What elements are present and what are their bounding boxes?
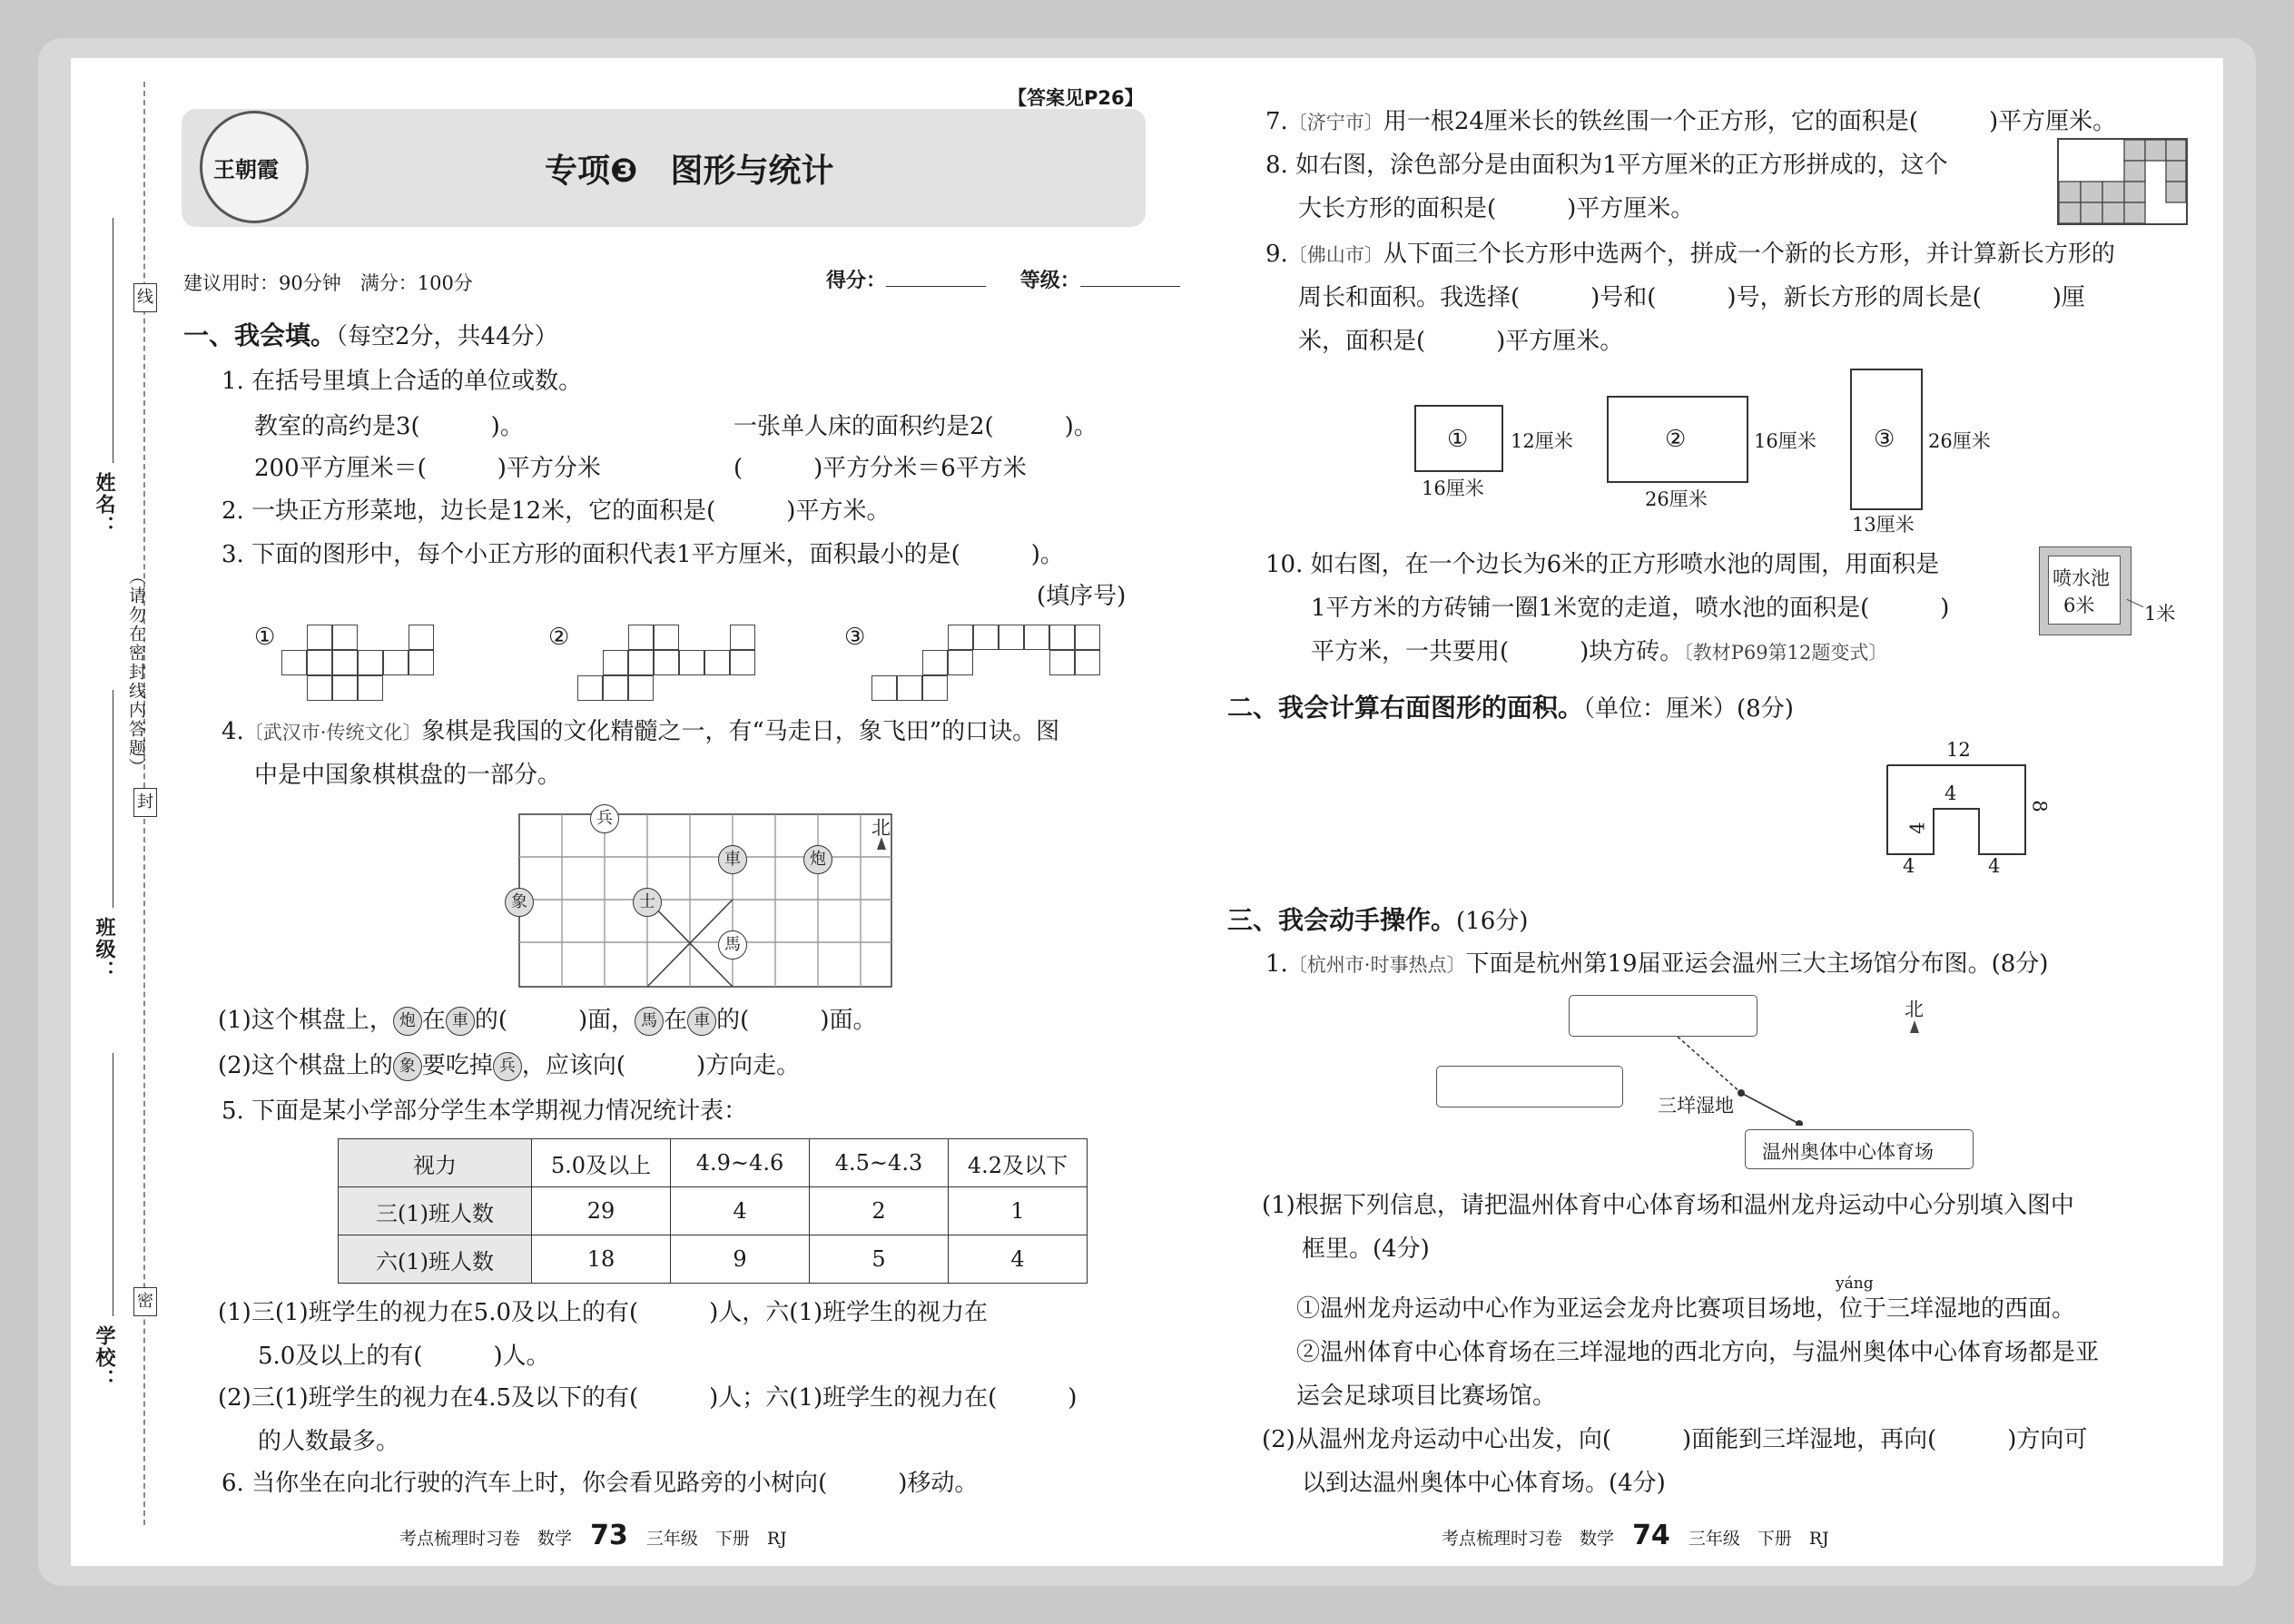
q10: 10. 如右图，在一个边长为6米的正方形喷水池的周围，用面积是 [1265, 551, 1940, 578]
q3: 3. 下面的图形中，每个小正方形的面积代表1平方厘米，面积最小的是( )。 [222, 541, 1064, 568]
class-label: 班级： [93, 917, 116, 982]
rect-3-label: ③ [1874, 426, 1895, 453]
q1-d: ( )平方分米＝6平方米 [733, 455, 1027, 482]
section-1-score: （每空2分，共44分） [336, 323, 558, 350]
xiang-icon: 象 [393, 1052, 422, 1081]
che-icon-2: 車 [687, 1007, 716, 1036]
part-1b: 框里。(4分) [1302, 1235, 1430, 1263]
q9-b: 周长和面积。我选择( )号和( )号，新长方形的周长是( )厘 [1298, 284, 2085, 311]
q7: 7.〔济宁市〕用一根24厘米长的铁丝围一个正方形，它的面积是( )平方厘米。 [1265, 108, 2117, 135]
q6: 6. 当你坐在向北行驶的汽车上时，你会看见路旁的小树向( )移动。 [222, 1470, 979, 1497]
section-2-title: 二、我会计算右面图形的面积。 [1227, 693, 1584, 723]
pool-path-width: 1米 [2144, 603, 2176, 625]
page-number: 73 [590, 1520, 628, 1551]
dim-inner-top: 4 [1944, 782, 1957, 804]
dim-right: 8 [2028, 800, 2051, 812]
chessboard-grid [517, 812, 899, 994]
footer-right [1442, 1520, 1829, 1551]
section-3-title: 三、我会动手操作。 [1227, 905, 1457, 935]
table-cell: 1 [949, 1187, 1088, 1235]
rect-1-height: 12厘米 [1511, 430, 1573, 452]
info-2: ②温州体育中心体育场在三垟湿地的西北方向，与温州奥体中心体育场都是亚 [1296, 1339, 2100, 1366]
score-field [826, 265, 1180, 293]
q4-tag: 〔武汉市·传统文化〕 [243, 722, 422, 743]
table-cell: 9 [671, 1235, 810, 1284]
footer-left [399, 1520, 787, 1551]
table-cell: 六(1)班人数 [339, 1235, 532, 1284]
table-header: 4.5~4.3 [810, 1139, 949, 1187]
answer-reference: 【答案见P26】 [1008, 87, 1144, 109]
q3-note: (填序号) [1037, 583, 1127, 610]
logo [200, 111, 309, 223]
q9-tag: 〔佛山市〕 [1287, 244, 1383, 266]
table-header-row [339, 1139, 1088, 1187]
pool-name: 喷水池 [2053, 567, 2110, 589]
name-label: 姓名： [93, 472, 116, 537]
q5: 5. 下面是某小学部分学生本学期视力情况统计表： [222, 1097, 748, 1125]
north-arrow-icon [1910, 1020, 1919, 1033]
q5-2: (2)三(1)班学生的视力在4.5及以下的有( )人；六(1)班学生的视力在( ) [218, 1384, 1078, 1412]
rect-3-width: 13厘米 [1852, 514, 1915, 536]
table-cell: 4 [949, 1235, 1088, 1284]
q3-label-2: ② [548, 624, 570, 651]
q10-tag: 〔教材P69第12题变式〕 [1683, 642, 1888, 664]
logo-text: 王朝霞 [213, 156, 279, 182]
q9-c: 米，面积是( )平方厘米。 [1298, 328, 1624, 355]
part-2b: 以到达温州奥体中心体育场。(4分) [1302, 1470, 1666, 1497]
chess-che: 車 [718, 845, 747, 874]
pool-side: 6米 [2063, 595, 2095, 616]
grade-label: 等级： [1019, 269, 1080, 292]
mark-secret: 密 [133, 1287, 157, 1316]
vision-table [338, 1138, 1088, 1284]
q2: 2. 一块正方形菜地，边长是12米，它的面积是( )平方米。 [222, 497, 891, 525]
q1: 1. 在括号里填上合适的单位或数。 [222, 368, 583, 395]
rect-3-height: 26厘米 [1928, 430, 1991, 452]
part-2: (2)从温州龙舟运动中心出发，向( )面能到三垟湿地，再向( )方向可 [1262, 1426, 2088, 1453]
school-label: 学校： [93, 1325, 116, 1391]
footer-book: 考点梳理时习卷 数学 [1442, 1529, 1615, 1549]
q4-text-2: 中是中国象棋棋盘的一部分。 [254, 762, 562, 789]
pool-figure [2039, 546, 2132, 635]
table-cell: 三(1)班人数 [339, 1187, 532, 1235]
page-number: 74 [1632, 1520, 1670, 1551]
dim-left-inner: 4 [1906, 822, 1929, 834]
q7-tag: 〔济宁市〕 [1287, 112, 1383, 133]
q8: 8. 如右图，涂色部分是由面积为1平方厘米的正方形拼成的，这个 [1265, 152, 1948, 179]
q9: 9.〔佛山市〕从下面三个长方形中选两个，拼成一个新的长方形，并计算新长方形的 [1265, 241, 2115, 268]
area-shape-outline [1885, 763, 2030, 857]
q8-b: 大长方形的面积是( )平方厘米。 [1298, 195, 1695, 222]
info-1: ①温州龙舟运动中心作为亚运会龙舟比赛项目场地，位于三垟湿地的西面。 [1296, 1295, 2076, 1323]
map-north-label: 北 [1905, 999, 1924, 1020]
dim-bottom-right: 4 [1988, 855, 2001, 877]
section-3-score: (16分) [1456, 908, 1529, 935]
rect-1-width: 16厘米 [1422, 477, 1484, 499]
footer-grade: 三年级 下册 RJ [645, 1529, 787, 1549]
table-header: 5.0及以上 [532, 1139, 671, 1187]
bing-icon: 兵 [493, 1052, 522, 1081]
footer-book: 考点梳理时习卷 数学 [399, 1529, 573, 1549]
q3-label-1: ① [254, 624, 276, 651]
rect-2-label: ② [1665, 426, 1687, 453]
table-cell: 5 [810, 1235, 949, 1284]
chess-north-label: 北 [871, 817, 891, 839]
ma-icon: 馬 [635, 1007, 664, 1036]
q4-1: (1)这个棋盘上， 炮 在 車 的( )面， 馬 在 車 的( )面。 [218, 1007, 877, 1034]
dim-bottom-left: 4 [1903, 855, 1915, 877]
table-cell: 2 [810, 1187, 949, 1235]
time-info: 建议用时：90分钟 满分：100分 [183, 272, 473, 294]
score-blank[interactable] [886, 286, 986, 287]
section-3 [1227, 904, 1528, 938]
q8-grid [2059, 140, 2186, 223]
table-row [339, 1235, 1088, 1284]
q1-b: 一张单人床的面积约是2( )。 [733, 413, 1098, 440]
q10-c: 平方米，一共要用( )块方砖。〔教材P69第12题变式〕 [1311, 638, 1888, 665]
q1-c: 200平方厘米＝( )平方分米 [254, 455, 601, 482]
table-header: 4.9~4.6 [671, 1139, 810, 1187]
table-cell: 4 [671, 1187, 810, 1235]
answer-box-northwest[interactable] [1569, 995, 1757, 1037]
table-header: 视力 [339, 1139, 532, 1187]
section-2 [1227, 692, 1794, 725]
chess-shi: 士 [633, 888, 662, 917]
grade-blank[interactable] [1080, 286, 1180, 287]
table-header: 4.2及以下 [949, 1139, 1088, 1187]
binding-note: （请勿在密封线内答题） [126, 567, 146, 777]
table-cell: 18 [532, 1235, 671, 1284]
part-1: (1)根据下列信息，请把温州体育中心体育场和温州龙舟运动中心分别填入图中 [1262, 1192, 2074, 1219]
section-1-title: 一、我会填。 [183, 320, 337, 350]
pinyin-yang: yáng [1836, 1275, 1874, 1293]
q5-1b: 5.0及以上的有( )人。 [258, 1343, 550, 1370]
q4-2: (2)这个棋盘上的 象 要吃掉 兵 ，应该向( )方向走。 [218, 1052, 801, 1079]
north-arrow-icon [877, 837, 886, 850]
q4-text: 象棋是我国的文化精髓之一，有“马走日，象飞田”的口诀。图 [421, 718, 1060, 745]
footer-grade: 三年级 下册 RJ [1688, 1529, 1829, 1549]
table-cell: 29 [532, 1187, 671, 1235]
section-1 [183, 320, 558, 353]
page-title: 专项❸ 图形与统计 [545, 153, 834, 190]
chess-xiang: 象 [505, 888, 534, 917]
stadium-label: 温州奥体中心体育场 [1762, 1141, 1934, 1163]
wetland-label: 三垟湿地 [1658, 1095, 1734, 1117]
stadium-box [1745, 1129, 1974, 1169]
chess-bing: 兵 [590, 804, 619, 833]
q5-1: (1)三(1)班学生的视力在5.0及以上的有( )人，六(1)班学生的视力在 [218, 1299, 989, 1326]
q10-b: 1平方米的方砖铺一圈1米宽的走道，喷水池的面积是( ) [1311, 595, 1950, 622]
q3-label-3: ③ [844, 624, 866, 651]
score-label: 得分： [826, 269, 887, 292]
dim-top: 12 [1946, 739, 1971, 761]
chess-ma: 馬 [718, 930, 747, 960]
q5-2b: 的人数最多。 [258, 1428, 400, 1455]
q8-figure [2057, 138, 2188, 225]
table-row [339, 1187, 1088, 1235]
rect-2-width: 26厘米 [1645, 488, 1708, 510]
answer-box-west[interactable] [1436, 1066, 1623, 1107]
q1-a: 教室的高约是3( )。 [254, 413, 524, 440]
q3-1-tag: 〔杭州市·时事热点〕 [1287, 954, 1466, 976]
rect-2-height: 16厘米 [1754, 430, 1816, 452]
q3-1: 1.〔杭州市·时事热点〕下面是杭州第19届亚运会温州三大主场馆分布图。(8分) [1265, 950, 2049, 978]
che-icon: 車 [446, 1007, 475, 1036]
q4: 4.〔武汉市·传统文化〕象棋是我国的文化精髓之一，有“马走日，象飞田”的口诀。图 [222, 718, 1060, 745]
pao-icon: 炮 [393, 1007, 422, 1036]
mark-line: 线 [133, 283, 157, 312]
mark-seal: 封 [133, 788, 157, 817]
info-2b: 运会足球项目比赛场馆。 [1296, 1383, 1557, 1410]
chess-pao: 炮 [803, 845, 832, 874]
section-2-score: （单位：厘米）(8分) [1583, 695, 1794, 723]
rect-1-label: ① [1447, 426, 1469, 453]
